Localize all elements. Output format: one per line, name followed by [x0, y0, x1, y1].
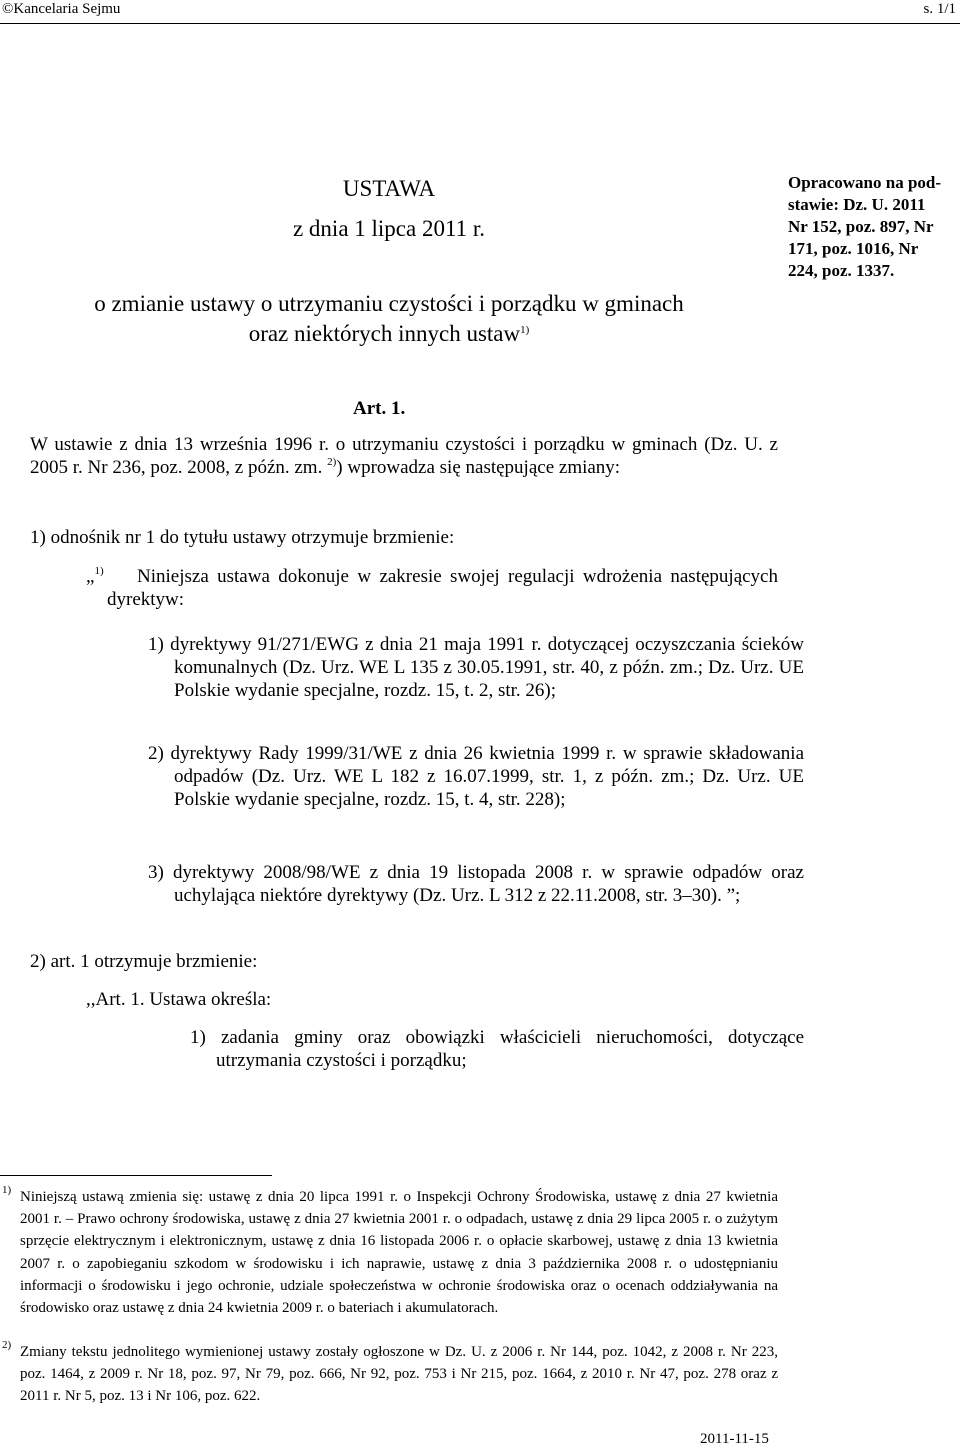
act-type: USTAWA	[342, 176, 436, 201]
directive-item-3: 3) dyrektywy 2008/98/WE z dnia 19 listopada 2008 r. w sprawie odpadów oraz uchylająca niektóre dyrektywy (Dz. Urz. L 312 z 22.11.2008, str. 3–30). ”;	[148, 862, 804, 906]
footnote-1-mark: 1)	[2, 1184, 12, 1196]
point-2: 2) art. 1 otrzymuje brzmienie:	[30, 951, 258, 972]
article-intro-text-b: ) wprowadza się następujące zmiany:	[336, 457, 621, 478]
header-source: ©Kancelaria Sejmu	[2, 1, 121, 17]
quote-open: „	[86, 566, 95, 587]
quote-text: Niniejsza ustawa dokonuje w zakresie swojej regulacji wdrożenia następujących dyrektyw:	[107, 566, 778, 610]
article-heading: Art. 1.	[353, 398, 406, 419]
art1-item-1: 1) zadania gminy oraz obowiązki właścicieli nieruchomości, dotyczące utrzymania czystości i porządku;	[190, 1027, 804, 1071]
act-title-line2	[0, 321, 778, 347]
directive-item-2: 2) dyrektywy Rady 1999/31/WE z dnia 26 kwietnia 1999 r. w sprawie składowania odpadów (Dz. Urz. WE L 182 z 16.07.1999, str. 1, z późn. zm.; Dz. Urz. UE Polskie wydanie specjalne, rozdz. 15, t. 4, str. 228);	[148, 743, 804, 810]
quote-footnote-mark: 1)	[94, 565, 104, 577]
sidenote	[788, 172, 941, 282]
act-date: z dnia 1 lipca 2011 r.	[292, 216, 486, 241]
footnote-ref-2[interactable]: 2)	[327, 456, 337, 468]
footnote-2: Zmiany tekstu jednolitego wymienionej ustawy zostały ogłoszone w Dz. U. z 2006 r. Nr 144, poz. 1042, z 2008 r. Nr 223, poz. 1464, z 2009 r. Nr 18, poz. 97, Nr 79, poz. 666, Nr 92, poz. 753 i Nr 215, poz. 1664, z 2010 r. Nr 47, poz. 278 oraz z 2011 r. Nr 5, poz. 13 i Nr 106, poz. 622.	[20, 1344, 778, 1405]
act-title-line1: o zmianie ustawy o utrzymaniu czystości i porządku w gminach	[94, 291, 684, 316]
page-number: s. 1/1	[923, 1, 956, 17]
point-1: 1) odnośnik nr 1 do tytułu ustawy otrzymuje brzmienie:	[30, 527, 455, 548]
header-divider	[0, 23, 960, 24]
footnote-2-mark: 2)	[2, 1339, 12, 1351]
sidenote-line: Opracowano na pod-	[788, 173, 942, 192]
sidenote-line: Nr 152, poz. 897, Nr	[788, 217, 934, 236]
art1-heading: ,,Art. 1. Ustawa określa:	[86, 989, 272, 1010]
footnote-ref-1[interactable]: 1)	[520, 324, 530, 336]
sidenote-line: stawie: Dz. U. 2011	[788, 195, 926, 214]
footnote-divider	[0, 1175, 272, 1176]
directive-item-1: 1) dyrektywy 91/271/EWG z dnia 21 maja 1991 r. dotyczącej oczyszczania ścieków komunalnych (Dz. Urz. WE L 135 z 30.05.1991, str. 40, z późn. zm.; Dz. Urz. UE Polskie wydanie specjalne, rozdz. 15, t. 2, str. 26);	[148, 634, 804, 701]
footer-date: 2011-11-15	[700, 1431, 769, 1447]
act-title-line2-text: oraz niektórych innych ustaw	[248, 321, 521, 346]
quote-open-mark	[86, 565, 104, 588]
sidenote-line: 224, poz. 1337.	[788, 261, 895, 280]
sidenote-line: 171, poz. 1016, Nr	[788, 239, 919, 258]
footnote-1: Niniejszą ustawą zmienia się: ustawę z dnia 20 lipca 1991 r. o Inspekcji Ochrony Środowiska, ustawę z dnia 27 kwietnia 2001 r. – Prawo ochrony środowiska, ustawę z dnia 27 kwietnia 2001 r. o odpadach, ustawę z dnia 29 lipca 2005 r. o zużytym sprzęcie elektrycznym i elektronicznym, ustawę z dnia 16 listopada 2006 r. o opłacie skarbowej, ustawę z dnia 13 kwietnia 2007 r. o zapobieganiu szkodom w środowisku i ich naprawie, ustawę z dnia 3 października 2008 r. o udostępnianiu informacji o środowisku i jego ochronie, udziale społeczeństwa w ochronie środowiska oraz o ocenach oddziaływania na środowisko oraz ustawę z dnia 24 kwietnia 2009 r. o bateriach i akumulatorach.	[20, 1189, 778, 1317]
article-intro-text-a: W ustawie z dnia 13 września 1996 r. o utrzymaniu czystości i porządku w gminach (Dz. U. z 2005 r. Nr 236, poz. 2008, z późn. zm.	[30, 434, 778, 478]
article-intro	[30, 433, 778, 479]
